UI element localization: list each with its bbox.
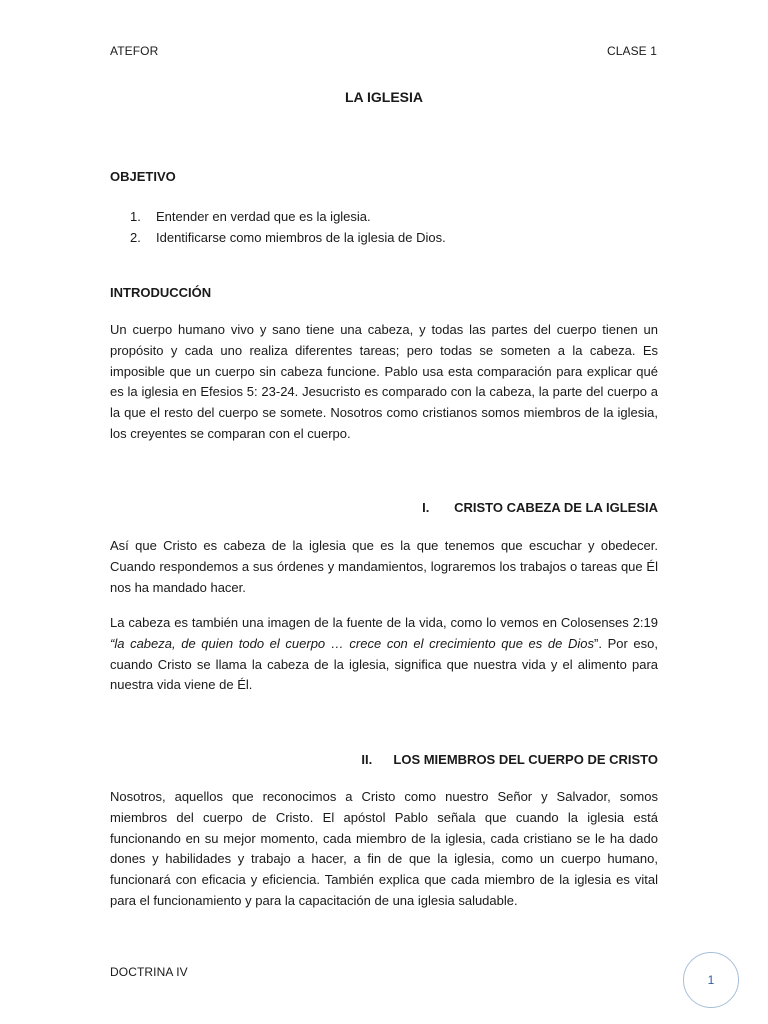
- section1-paragraph2: [110, 613, 658, 696]
- header-left: ATEFOR: [110, 44, 159, 58]
- header-right: CLASE 1: [606, 44, 657, 58]
- colosenses-quote: “la cabeza, de quien todo el cuerpo … crece con el crecimiento que es de Dios: [110, 635, 594, 651]
- section1-heading: [422, 500, 658, 515]
- introduccion-paragraph: Un cuerpo humano vivo y sano tiene una cabeza, y todas las partes del cuerpo tienen un propósito y cada uno realiza diferentes tareas; pero todas se someten a la cabeza. Es imposible que un cuerpo sin cabeza funcione. Pablo usa esta comparación para explicar qué es la iglesia en Efesios 5: 23-24. Jesucristo es comparado con la cabeza, la parte del cuerpo a la que el resto del cuerpo se somete. Nosotros como cristianos somos miembros de la iglesia, los creyentes se comparan con el cuerpo.: [110, 322, 658, 441]
- list-item-number: 2.: [130, 230, 141, 245]
- introduccion-heading: INTRODUCCIÓN: [110, 285, 212, 300]
- footer-left: DOCTRINA IV: [110, 965, 188, 979]
- section2-paragraph: Nosotros, aquellos que reconocimos a Cristo como nuestro Señor y Salvador, somos miembros del cuerpo de Cristo. El apóstol Pablo señala que cuando la iglesia está funcionando en su mejor momento, cada miembro de la iglesia, cada cristiano se le ha dado dones y habilidades y trabajo a hacer, a fin de que la iglesia, como un cuerpo humano, funcionará con eficacia y eficiencia. También explica que cada miembro de la iglesia es vital para el funcionamiento y para la capacitación de una iglesia saludable.: [110, 789, 658, 908]
- list-item: [110, 227, 658, 248]
- list-item-text: Entender en verdad que es la iglesia.: [156, 209, 371, 224]
- objetivo-list: [110, 206, 658, 248]
- section2-numeral: II.: [361, 752, 373, 767]
- section1-paragraph1: Así que Cristo es cabeza de la iglesia que es la que tenemos que escuchar y obedecer. Cuando respondemos a sus órdenes y mandamientos, lograremos los trabajos o tareas que Él nos ha mandado hacer.: [110, 538, 658, 595]
- page-title: LA IGLESIA: [344, 89, 424, 105]
- page-number: 1: [707, 973, 715, 987]
- section1-paragraph2-start: La cabeza es también una imagen de la fuente de la vida, como lo vemos en Colosenses 2:19: [110, 615, 658, 630]
- page-number-badge: [683, 952, 739, 1008]
- section1-numeral: I.: [422, 500, 430, 515]
- section2-title: LOS MIEMBROS DEL CUERPO DE CRISTO: [393, 752, 658, 767]
- list-item-text: Identificarse como miembros de la iglesia de Dios.: [156, 230, 446, 245]
- section2-heading: [361, 752, 658, 767]
- section1-paragraph2-end: ”. Por eso, cuando Cristo se llama la cabeza de la iglesia, significa que nuestra vida y el alimento para nuestra vida viene de Él.: [110, 635, 658, 693]
- list-item-number: 1.: [130, 209, 141, 224]
- list-item: [110, 206, 658, 227]
- section1-title: CRISTO CABEZA DE LA IGLESIA: [454, 500, 658, 515]
- objetivo-heading: OBJETIVO: [110, 169, 176, 184]
